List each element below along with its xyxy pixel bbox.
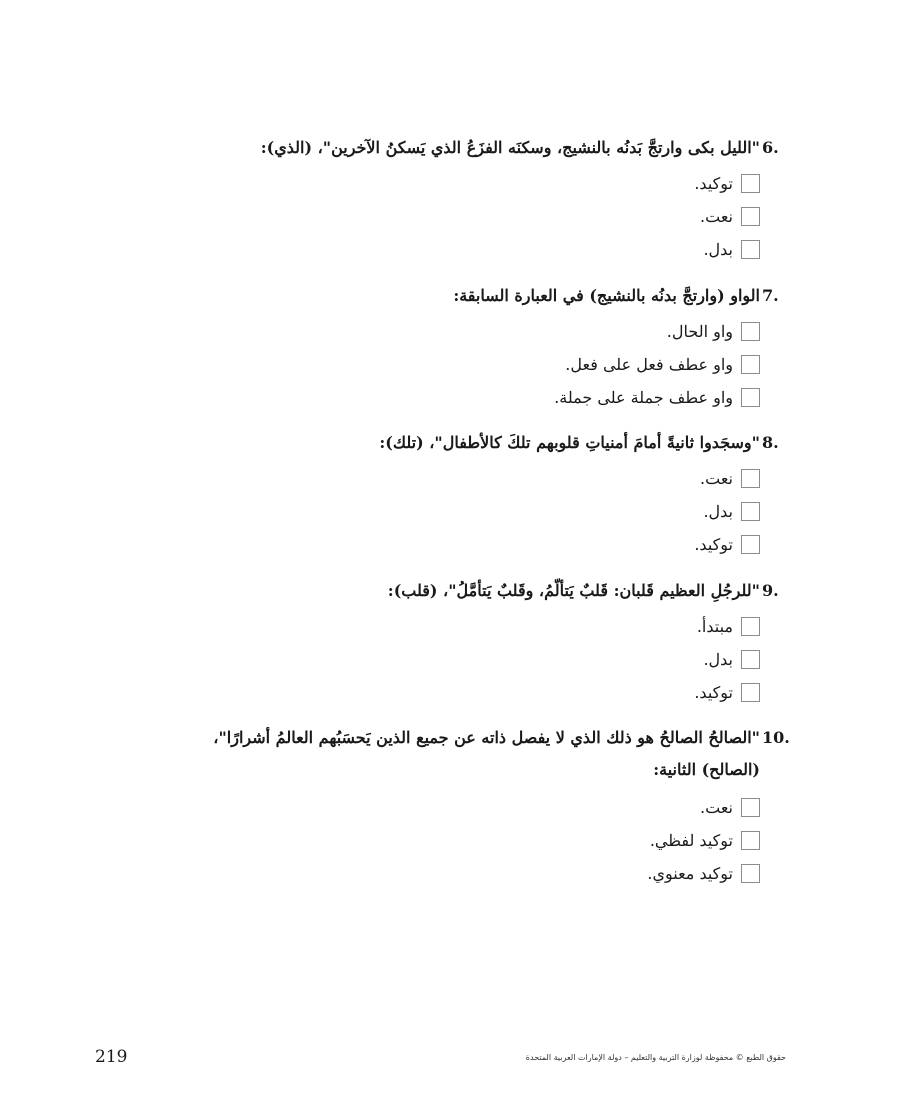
checkbox[interactable]	[741, 174, 760, 193]
option-item[interactable]	[120, 791, 760, 824]
question-9-line	[120, 576, 779, 606]
question-6	[120, 133, 779, 266]
option-label: نعت.	[700, 207, 733, 226]
options-list	[120, 791, 760, 890]
option-item[interactable]	[120, 348, 760, 381]
checkbox[interactable]	[741, 535, 760, 554]
option-item[interactable]	[120, 676, 760, 709]
question-number: 9.	[762, 581, 779, 600]
option-label: نعت.	[700, 798, 733, 817]
option-label: توكيد.	[694, 683, 733, 702]
options-list	[120, 610, 760, 709]
question-6-line	[120, 133, 779, 163]
question-9	[120, 576, 779, 709]
options-list	[120, 462, 760, 561]
options-list	[120, 167, 760, 266]
option-item[interactable]	[120, 167, 760, 200]
option-item[interactable]	[120, 200, 760, 233]
checkbox[interactable]	[741, 831, 760, 850]
checkbox[interactable]	[741, 322, 760, 341]
checkbox[interactable]	[741, 388, 760, 407]
question-7-line	[120, 281, 779, 311]
question-text: "الليل بكى وارتجَّ بَدنُه بالنشيج، وسكنَه الفزَعُ الذي يَسكنُ الآخرين"، (الذي):	[260, 138, 760, 157]
option-label: واو الحال.	[666, 322, 733, 341]
option-label: توكيد معنوي.	[647, 864, 733, 883]
option-label: بدل.	[703, 502, 733, 521]
option-item[interactable]	[120, 824, 760, 857]
question-text: "الصالحُ الصالحُ هو ذلك الذي لا يفصل ذاته عن جميع الذين يَحسَبُهم العالمُ أشرارًا"،	[213, 728, 760, 747]
page-number: 219	[95, 1047, 128, 1067]
question-8	[120, 428, 779, 561]
options-list	[120, 315, 760, 414]
question-8-line	[120, 428, 779, 458]
option-label: بدل.	[703, 650, 733, 669]
option-item[interactable]	[120, 233, 760, 266]
option-item[interactable]	[120, 610, 760, 643]
checkbox[interactable]	[741, 798, 760, 817]
question-number: 7.	[762, 286, 779, 305]
question-10	[120, 723, 790, 890]
checkbox[interactable]	[741, 502, 760, 521]
checkbox[interactable]	[741, 683, 760, 702]
option-label: نعت.	[700, 469, 733, 488]
question-text: "وسجَدوا ثانيةً أمامَ أمنياتِ قلوبهم تلكَ كالأطفال"، (تلك):	[379, 433, 760, 452]
option-item[interactable]	[120, 528, 760, 561]
question-number: 8.	[762, 433, 779, 452]
option-label: بدل.	[703, 240, 733, 259]
question-number: 6.	[762, 138, 779, 157]
option-item[interactable]	[120, 462, 760, 495]
checkbox[interactable]	[741, 864, 760, 883]
option-item[interactable]	[120, 495, 760, 528]
option-label: توكيد لفظي.	[649, 831, 733, 850]
option-item[interactable]	[120, 315, 760, 348]
checkbox[interactable]	[741, 240, 760, 259]
checkbox[interactable]	[741, 469, 760, 488]
checkbox[interactable]	[741, 207, 760, 226]
option-label: مبتدأ.	[696, 617, 733, 636]
option-label: توكيد.	[694, 535, 733, 554]
checkbox[interactable]	[741, 617, 760, 636]
option-label: واو عطف جملة على جملة.	[554, 388, 733, 407]
copyright-notice: حقوق الطبع © محفوظة لوزارة التربية والتعليم – دولة الإمارات العربية المتحدة	[525, 1053, 786, 1062]
question-continuation: (الصالح) الثانية:	[653, 760, 760, 779]
option-item[interactable]	[120, 643, 760, 676]
question-number: 10.	[762, 728, 790, 747]
question-text: "للرجُلِ العظيم قَلبان: قَلبٌ يَتألّمُ، وقَلبٌ يَتأمَّلُ"، (قلب):	[387, 581, 760, 600]
option-label: توكيد.	[694, 174, 733, 193]
checkbox[interactable]	[741, 355, 760, 374]
question-10-line	[120, 723, 790, 753]
option-item[interactable]	[120, 381, 760, 414]
checkbox[interactable]	[741, 650, 760, 669]
option-item[interactable]	[120, 857, 760, 890]
question-text: الواو (وارتجَّ بدنُه بالنشيج) في العبارة السابقة:	[453, 286, 760, 305]
question-7	[120, 281, 779, 414]
option-label: واو عطف فعل على فعل.	[565, 355, 733, 374]
